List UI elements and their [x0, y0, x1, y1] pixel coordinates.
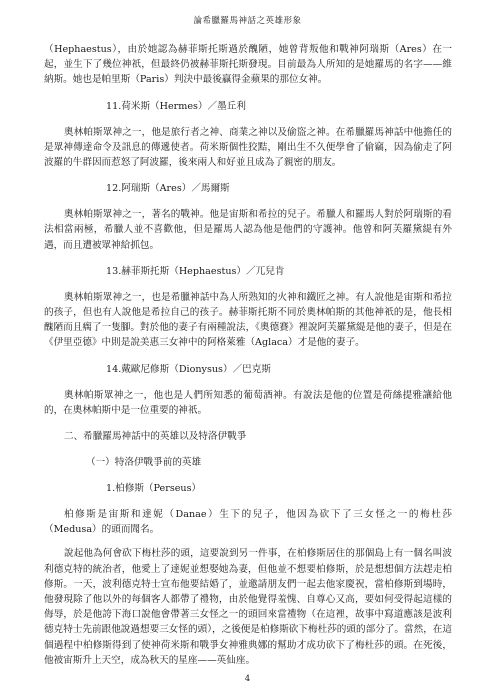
- heading-dionysus: 14.戴歐尼修斯（Dionysus）／巴克斯: [106, 363, 271, 375]
- page-number: 4: [244, 674, 251, 684]
- section-heading-heroes: 二、希臘羅馬神話中的英雄以及特洛伊戰爭: [64, 431, 247, 443]
- page-content: [44, 42, 452, 668]
- paragraph-ares: 奧林帕斯眾神之一，著名的戰神。他是宙斯和希拉的兒子。希臘人和羅馬人對於阿瑞斯的看法相當兩極，希臘人並不喜歡他，但是羅馬人認為他是他們的守護神。他曾和阿芙羅黛緹有外遇，而且遭被眾神給抓包。: [44, 209, 452, 251]
- heading-perseus: 1.柏修斯（Perseus）: [106, 483, 202, 495]
- subsection-heading-pre-trojan-heroes: （一）特洛伊戰爭前的英雄: [86, 457, 202, 469]
- paragraph-perseus-story: 說起他為何會砍下梅杜莎的頭，這要說到另一件事，在柏修斯居住的那個島上有一個名叫波利德克特的統治者，他愛上了達妮並想娶她為妻，但他並不想要柏修斯，於是想想個方法趕走柏修斯。一天，波利德克特士宣布他要結婚了，並邀請朋友們一起去他家慶祝，當柏修斯到場時，他發現除了他以外的每個客人都帶了禮物，由於他覺得羞愧、自尊心又高，要如何受得起這樣的侮辱，於是他誇下海口說他會帶著三女怪之一的頭回來當禮物（在這裡，故事中寫道應該是波利德克特士先前跟他說過想要三女怪的頭），之後便是柏修斯砍下梅杜莎的頭的部分了。當然，在這個過程中柏修斯得到了使神荷米斯和戰爭女神雅典娜的幫助才成功砍下了梅杜莎的頭。在死後，他被宙斯升上天空，成為秋天的星座——英仙座。: [44, 548, 452, 666]
- paragraph-hephaestus: 奧林帕斯眾神之一，也是希臘神話中為人所熟知的火神和鐵匠之神。有人說他是宙斯和希拉的孩子，但也有人說他是希拉自己的孩子。赫菲斯托斯不同於奧林帕斯的其他神祇的是，他長相醜陋而且瘸了一隻腳。對於他的妻子有兩種說法，《奧德賽》裡說阿芙羅黛緹是他的妻子，但是在《伊里亞德》中則是說美惠三女神中的阿格萊雅（Aglaca）才是他的妻子。: [44, 291, 452, 349]
- paragraph-hermes: 奧林帕斯眾神之一，他是旅行者之神、商業之神以及偷盜之神。在希臘羅馬神話中他擔任的是眾神傳達命令及訊息的傳遞使者。荷米斯個性狡黠，剛出生不久便學會了偷竊，因為偷走了阿波羅的牛群因而惹怒了阿波羅，後來兩人和好並且成為了親密的朋友。: [44, 126, 452, 169]
- running-header: 論希臘羅馬神話之英雄形象: [193, 16, 302, 26]
- paragraph-dionysus: 奧林帕斯眾神之一，他也是人們所知悉的葡萄酒神。有說法是他的位置是荷絲提雅讓給他的，在奧林帕斯中是一位重要的神祇。: [44, 389, 452, 416]
- paragraph-perseus-intro: 柏修斯是宙斯和達妮（Danae）生下的兒子，他因為砍下了三女怪之一的梅杜莎（Medusa）的頭而聞名。: [44, 509, 452, 536]
- heading-hermes: 11.荷米斯（Hermes）／墨丘利: [106, 100, 246, 112]
- paragraph-aphrodite-continued: （Hephaestus），由於她認為赫菲斯托斯過於醜陋，她曾背叛他和戰神阿瑞斯（Ares）在一起，並生下了幾位神祇，但最終仍被赫菲斯托斯發現。目前最為人所知的是她羅馬的名字——維納斯。她也是帕里斯（Paris）判決中最後贏得金蘋果的那位女神。: [44, 44, 452, 86]
- heading-hephaestus: 13.赫菲斯托斯（Hephaestus）／兀兒肯: [106, 265, 285, 277]
- heading-ares: 12.阿瑞斯（Ares）／馬爾斯: [106, 183, 230, 195]
